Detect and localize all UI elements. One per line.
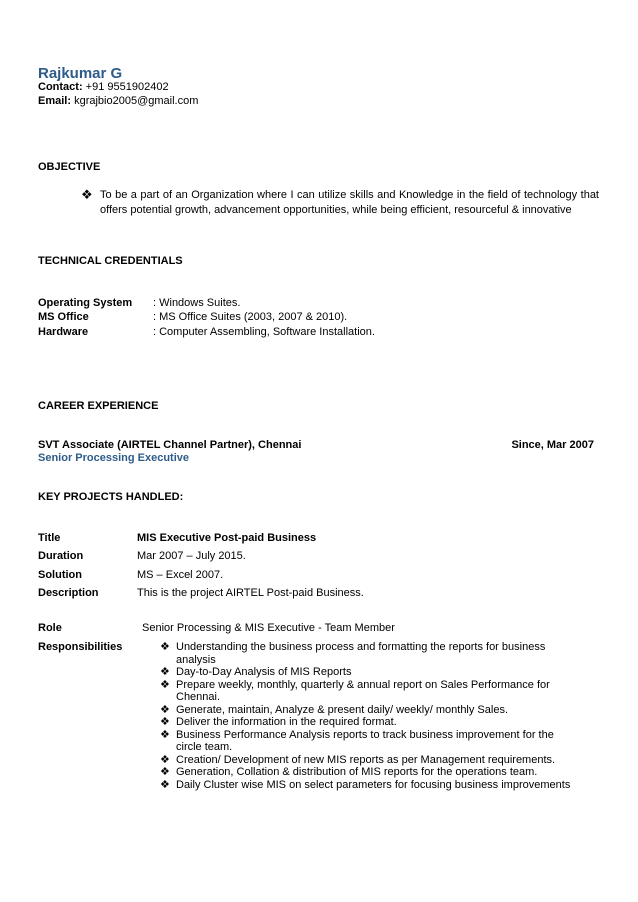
list-item [160, 716, 580, 729]
credential-label: Hardware [38, 326, 89, 338]
role-value: Senior Processing & MIS Executive - Team Member [142, 622, 395, 634]
responsibility-text: Deliver the information in the required format. [176, 716, 397, 728]
responsibility-text: Business Performance Analysis reports to track business improvement for the circle team. [176, 728, 554, 753]
projects-heading: KEY PROJECTS HANDLED: [38, 491, 184, 503]
responsibility-text: Prepare weekly, monthly, quarterly & annual report on Sales Performance for Chennai. [176, 678, 550, 703]
project-field-value: MIS Executive Post-paid Business [137, 532, 317, 544]
role-label: Role [38, 622, 62, 634]
diamond-bullet-icon: ❖ [160, 703, 170, 716]
list-item [160, 779, 580, 792]
position-title: Senior Processing Executive [38, 452, 190, 464]
diamond-bullet-icon: ❖ [160, 766, 170, 778]
contact-value: +91 9551902402 [85, 81, 169, 93]
credential-value: : Computer Assembling, Software Installation. [153, 326, 375, 338]
project-field-value: This is the project AIRTEL Post-paid Business. [137, 587, 364, 599]
email-value: kgrajbio2005@gmail.com [74, 95, 199, 107]
responsibility-text: Understanding the business process and formatting the reports for business analysis [176, 641, 546, 666]
project-field-label: Title [38, 532, 61, 544]
list-item [160, 666, 580, 679]
credential-value: : Windows Suites. [153, 297, 241, 309]
responsibility-text: Generate, maintain, Analyze & present daily/ weekly/ monthly Sales. [176, 703, 509, 716]
list-item [160, 754, 580, 767]
candidate-name: Rajkumar G [38, 65, 123, 82]
diamond-bullet-icon: ❖ [160, 716, 170, 728]
objective-heading: OBJECTIVE [38, 161, 101, 173]
objective-text: To be a part of an Organization where I can utilize skills and Knowledge in the field of technology that offers potential growth, advancement opportunities, while being efficient, resourceful & innovative [100, 189, 599, 216]
company-name: SVT Associate (AIRTEL Channel Partner), Chennai [38, 439, 302, 451]
responsibility-text: Day-to-Day Analysis of MIS Reports [176, 666, 352, 678]
credential-label: Operating System [38, 297, 133, 309]
project-field-label: Solution [38, 569, 82, 581]
responsibilities-list [160, 641, 580, 791]
diamond-bullet-icon: ❖ [160, 666, 170, 678]
project-field-value: Mar 2007 – July 2015. [137, 550, 246, 562]
credential-label: MS Office [38, 311, 89, 323]
project-field-label: Duration [38, 550, 84, 562]
list-item [160, 729, 580, 754]
diamond-bullet-icon: ❖ [81, 187, 93, 202]
diamond-bullet-icon: ❖ [160, 753, 170, 766]
contact-label: Contact: [38, 81, 83, 93]
responsibility-text: Generation, Collation & distribution of MIS reports for the operations team. [176, 766, 538, 778]
responsibilities-label: Responsibilities [38, 641, 123, 653]
diamond-bullet-icon: ❖ [160, 641, 170, 653]
list-item [160, 679, 580, 704]
diamond-bullet-icon: ❖ [160, 778, 170, 791]
project-field-label: Description [38, 587, 99, 599]
career-heading: CAREER EXPERIENCE [38, 400, 159, 412]
responsibility-text: Daily Cluster wise MIS on select parameters for focusing business improvements [176, 778, 571, 791]
responsibility-text: Creation/ Development of new MIS reports as per Management requirements. [176, 753, 556, 766]
email-line [38, 95, 198, 107]
diamond-bullet-icon: ❖ [160, 678, 170, 691]
employment-since: Since, Mar 2007 [511, 439, 594, 451]
list-item [160, 766, 580, 779]
credential-value: : MS Office Suites (2003, 2007 & 2010). [153, 311, 348, 323]
credentials-heading: TECHNICAL CREDENTIALS [38, 255, 183, 267]
diamond-bullet-icon: ❖ [160, 728, 170, 741]
list-item [160, 641, 580, 666]
contact-line [38, 81, 169, 93]
project-field-value: MS – Excel 2007. [137, 569, 224, 581]
email-label: Email: [38, 95, 72, 107]
list-item [160, 704, 580, 717]
